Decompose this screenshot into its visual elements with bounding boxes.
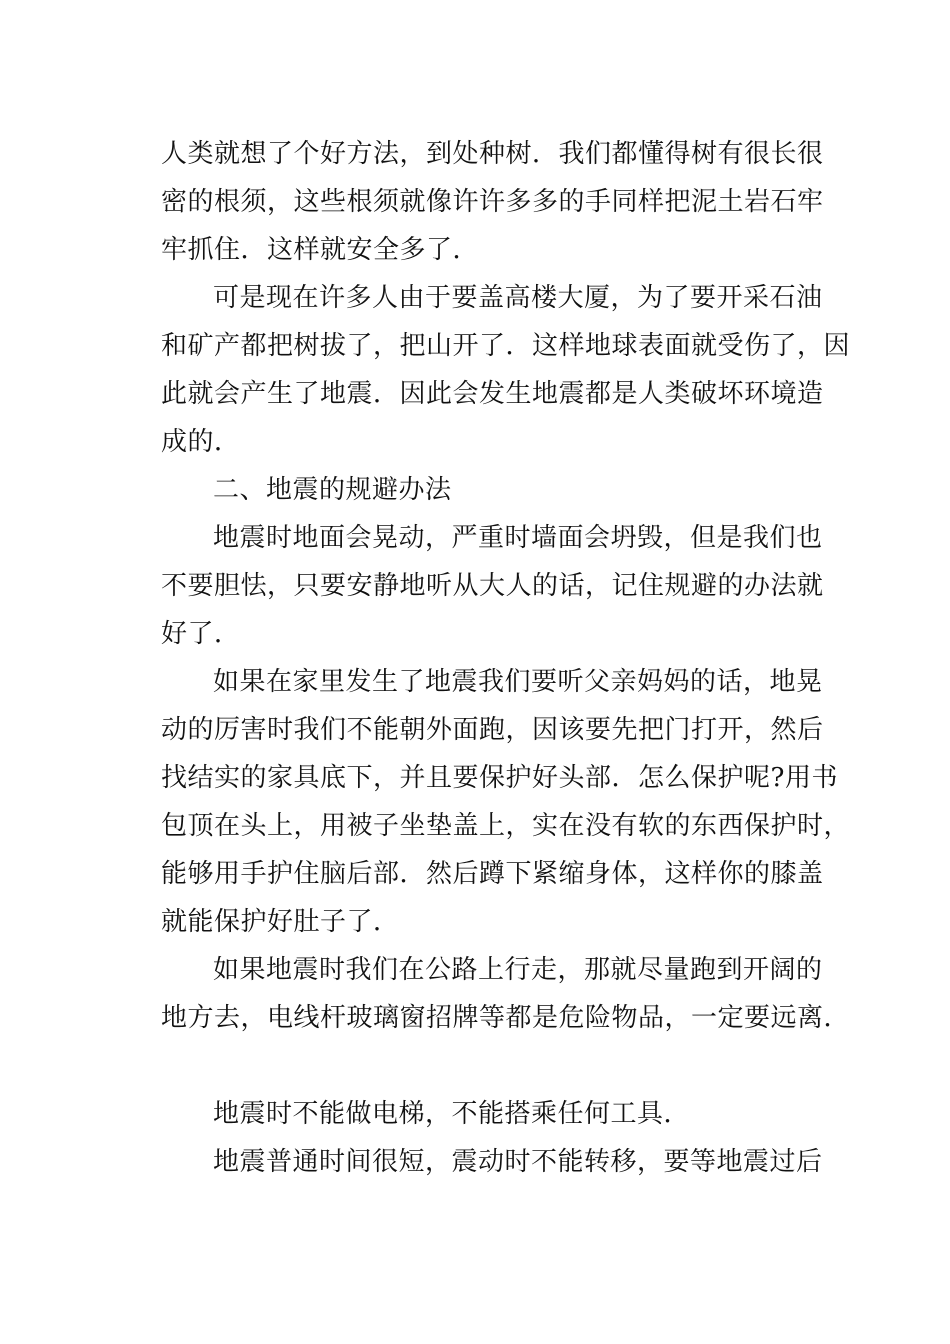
text-line: 人类就想了个好方法，到处种树．我们都懂得树有很长很 — [161, 139, 824, 169]
paragraph-short-duration — [161, 1138, 823, 1186]
text-line: 动的厉害时我们不能朝外面跑，因该要先把门打开，然后 — [161, 715, 824, 745]
text-line: 地震时地面会晃动，严重时墙面会坍毁，但是我们也 — [213, 523, 823, 553]
paragraph-at-home — [161, 658, 851, 946]
text-line: 牢抓住．这样就安全多了． — [161, 235, 480, 265]
text-line: 此就会产生了地震．因此会发生地震都是人类破坏环境造 — [161, 379, 824, 409]
text-line: 不要胆怯，只要安静地听从大人的话，记住规避的办法就 — [161, 571, 824, 601]
text-line: 地震时不能做电梯，不能搭乘任何工具． — [213, 1099, 691, 1129]
text-line: 就能保护好肚子了． — [161, 907, 400, 937]
heading-line: 二、地震的规避办法 — [213, 475, 452, 505]
text-line: 找结实的家具底下，并且要保护好头部．怎么保护呢?用书 — [161, 763, 838, 793]
paragraph-no-elevator — [161, 1090, 791, 1138]
text-line: 和矿产都把树拔了，把山开了．这样地球表面就受伤了，因 — [161, 331, 851, 361]
text-line: 密的根须，这些根须就像许许多多的手同样把泥土岩石牢 — [161, 187, 824, 217]
text-line: 能够用手护住脑后部．然后蹲下紧缩身体，这样你的膝盖 — [161, 859, 824, 889]
paragraph-trees — [161, 130, 824, 274]
text-line: 成的． — [161, 427, 241, 457]
text-line: 如果地震时我们在公路上行走，那就尽量跑到开阔的 — [213, 955, 823, 985]
paragraph-no-fear — [161, 514, 824, 658]
text-line: 包顶在头上，用被子坐垫盖上，实在没有软的东西保护时， — [161, 811, 851, 841]
text-line: 地方去，电线杆玻璃窗招牌等都是危险物品，一定要远离． — [161, 1003, 851, 1033]
text-line: 地震普通时间很短，震动时不能转移，要等地震过后 — [213, 1147, 823, 1177]
document-page — [161, 130, 851, 1186]
text-line: 可是现在许多人由于要盖高楼大厦，为了要开采石油 — [213, 283, 823, 313]
blank-line — [161, 1042, 791, 1090]
text-line: 如果在家里发生了地震我们要听父亲妈妈的话，地晃 — [213, 667, 823, 697]
paragraph-human-damage — [161, 274, 851, 466]
section-heading — [161, 466, 791, 514]
text-line: 好了． — [161, 619, 241, 649]
paragraph-on-road — [161, 946, 851, 1042]
